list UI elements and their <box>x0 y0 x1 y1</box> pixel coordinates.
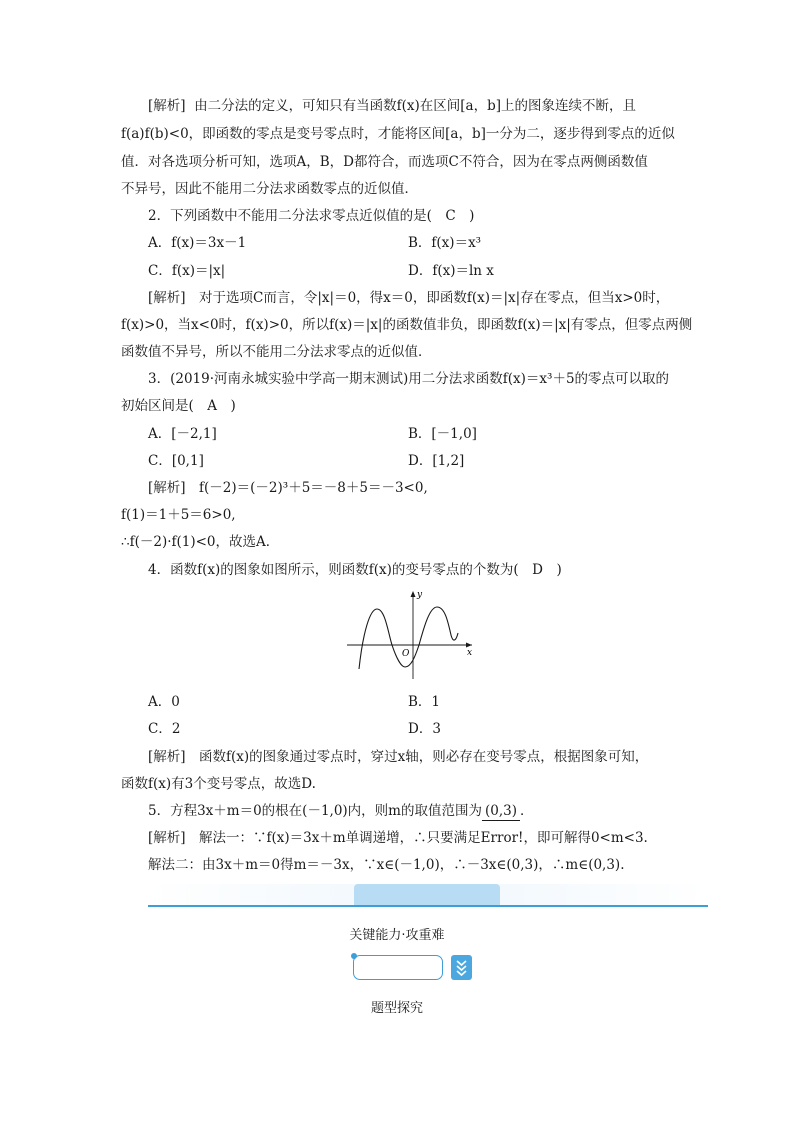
q2-option-b: B．f(x)＝x³ <box>408 235 482 251</box>
section-subtitle: 题型探究 <box>370 1001 423 1016</box>
q4-analysis-line-2: 函数f(x)有3个变号零点，故选D. <box>121 776 316 792</box>
q3-option-a: A．[－2,1] <box>148 426 217 442</box>
q3-option-c: C．[0,1] <box>148 453 204 469</box>
q4-analysis-line-1: [解析] 函数f(x)的图象通过零点时，穿过x轴，则必存在变号零点，根据图象可知， <box>148 749 649 765</box>
subsection-pill <box>353 955 443 980</box>
q3-analysis-line-3: ∴f(－2)·f(1)<0，故选A． <box>121 534 280 550</box>
q5-analysis-line-2: 解法二：由3x＋m＝0得m＝－3x，∵x∈(－1,0)，∴－3x∈(0,3)，∴m∈(0,3). <box>148 857 625 873</box>
double-chevron-down-icon <box>451 955 472 980</box>
q4-option-a: A．0 <box>148 694 180 710</box>
y-axis-label: y <box>417 590 423 600</box>
q1-analysis-tag: [解析] <box>148 98 186 114</box>
q3-stem-line-1: 3．(2019·河南永城实验中学高一期末测试)用二分法求函数f(x)＝x³＋5的零点可以取的 <box>148 371 670 387</box>
q2-analysis-line-1: [解析] 对于选项C而言，令|x|＝0，得x＝0，即函数f(x)＝|x|存在零点，但当x>0时， <box>148 290 670 306</box>
q1-analysis-line-1: [解析] 由二分法的定义，可知只有当函数f(x)在区间[a，b]上的图象连续不断，且 <box>148 98 637 114</box>
q5-stem: 5．方程3x＋m＝0的根在(－1,0)内，则m的取值范围为 (0,3) ． <box>148 803 534 819</box>
section-divider <box>148 905 708 907</box>
q1-analysis-line-3: 值．对各选项分析可知，选项A，B，D都符合，而选项C不符合，因为在零点两侧函数值 <box>121 154 648 170</box>
q2-option-a: A．f(x)＝3x－1 <box>148 235 247 251</box>
q4-option-b: B．1 <box>408 694 441 710</box>
q3-analysis-line-1: [解析] f(－2)＝(－2)³＋5＝－8＋5＝－3<0, <box>148 480 428 496</box>
q3-option-b: B．[－1,0] <box>408 426 477 442</box>
q2-analysis-line-3: 函数值不异号，所以不能用二分法求零点的近似值． <box>121 344 432 360</box>
pill-dot-icon <box>351 953 357 959</box>
q4-stem: 4．函数f(x)的图象如图所示，则函数f(x)的变号零点的个数为( D ) <box>148 562 562 578</box>
q2-stem: 2．下列函数中不能用二分法求零点近似值的是( C ) <box>148 208 475 224</box>
q3-analysis-line-2: f(1)＝1＋5＝6>0, <box>121 507 236 523</box>
section-title: 关键能力·攻重难 <box>349 928 445 943</box>
q4-option-d: D．3 <box>408 721 441 737</box>
q3-stem-line-2: 初始区间是( A ) <box>121 398 236 414</box>
function-curve <box>359 607 458 669</box>
q1-analysis-line-4: 不异号，因此不能用二分法求函数零点的近似值． <box>121 181 418 197</box>
origin-label: O <box>402 649 410 659</box>
q1-analysis-line-2: f(a)f(b)<0，即函数的零点是变号零点时，才能将区间[a，b]一分为二，逐步得到零点的近似 <box>121 126 675 142</box>
q2-option-d: D．f(x)＝ln x <box>408 263 494 279</box>
q4-option-c: C．2 <box>148 721 181 737</box>
q5-answer-blank: (0,3) <box>482 802 520 821</box>
q3-option-d: D．[1,2] <box>408 453 465 469</box>
y-axis-arrow-icon <box>411 591 416 597</box>
x-axis-label: x <box>467 648 473 658</box>
q2-analysis-line-2: f(x)>0，当x<0时，f(x)>0，所以f(x)＝|x|的函数值非负，即函数f(x)＝|x|有零点，但零点两侧 <box>121 317 693 333</box>
q2-option-c: C．f(x)＝|x| <box>148 263 226 279</box>
x-axis-arrow-icon <box>466 643 472 648</box>
function-graph <box>345 587 480 682</box>
q5-analysis-line-1: [解析] 解法一：∵f(x)＝3x＋m单调递增，∴只要满足Error!，即可解得0<m<3. <box>148 830 648 846</box>
section-banner-tab <box>354 884 500 906</box>
